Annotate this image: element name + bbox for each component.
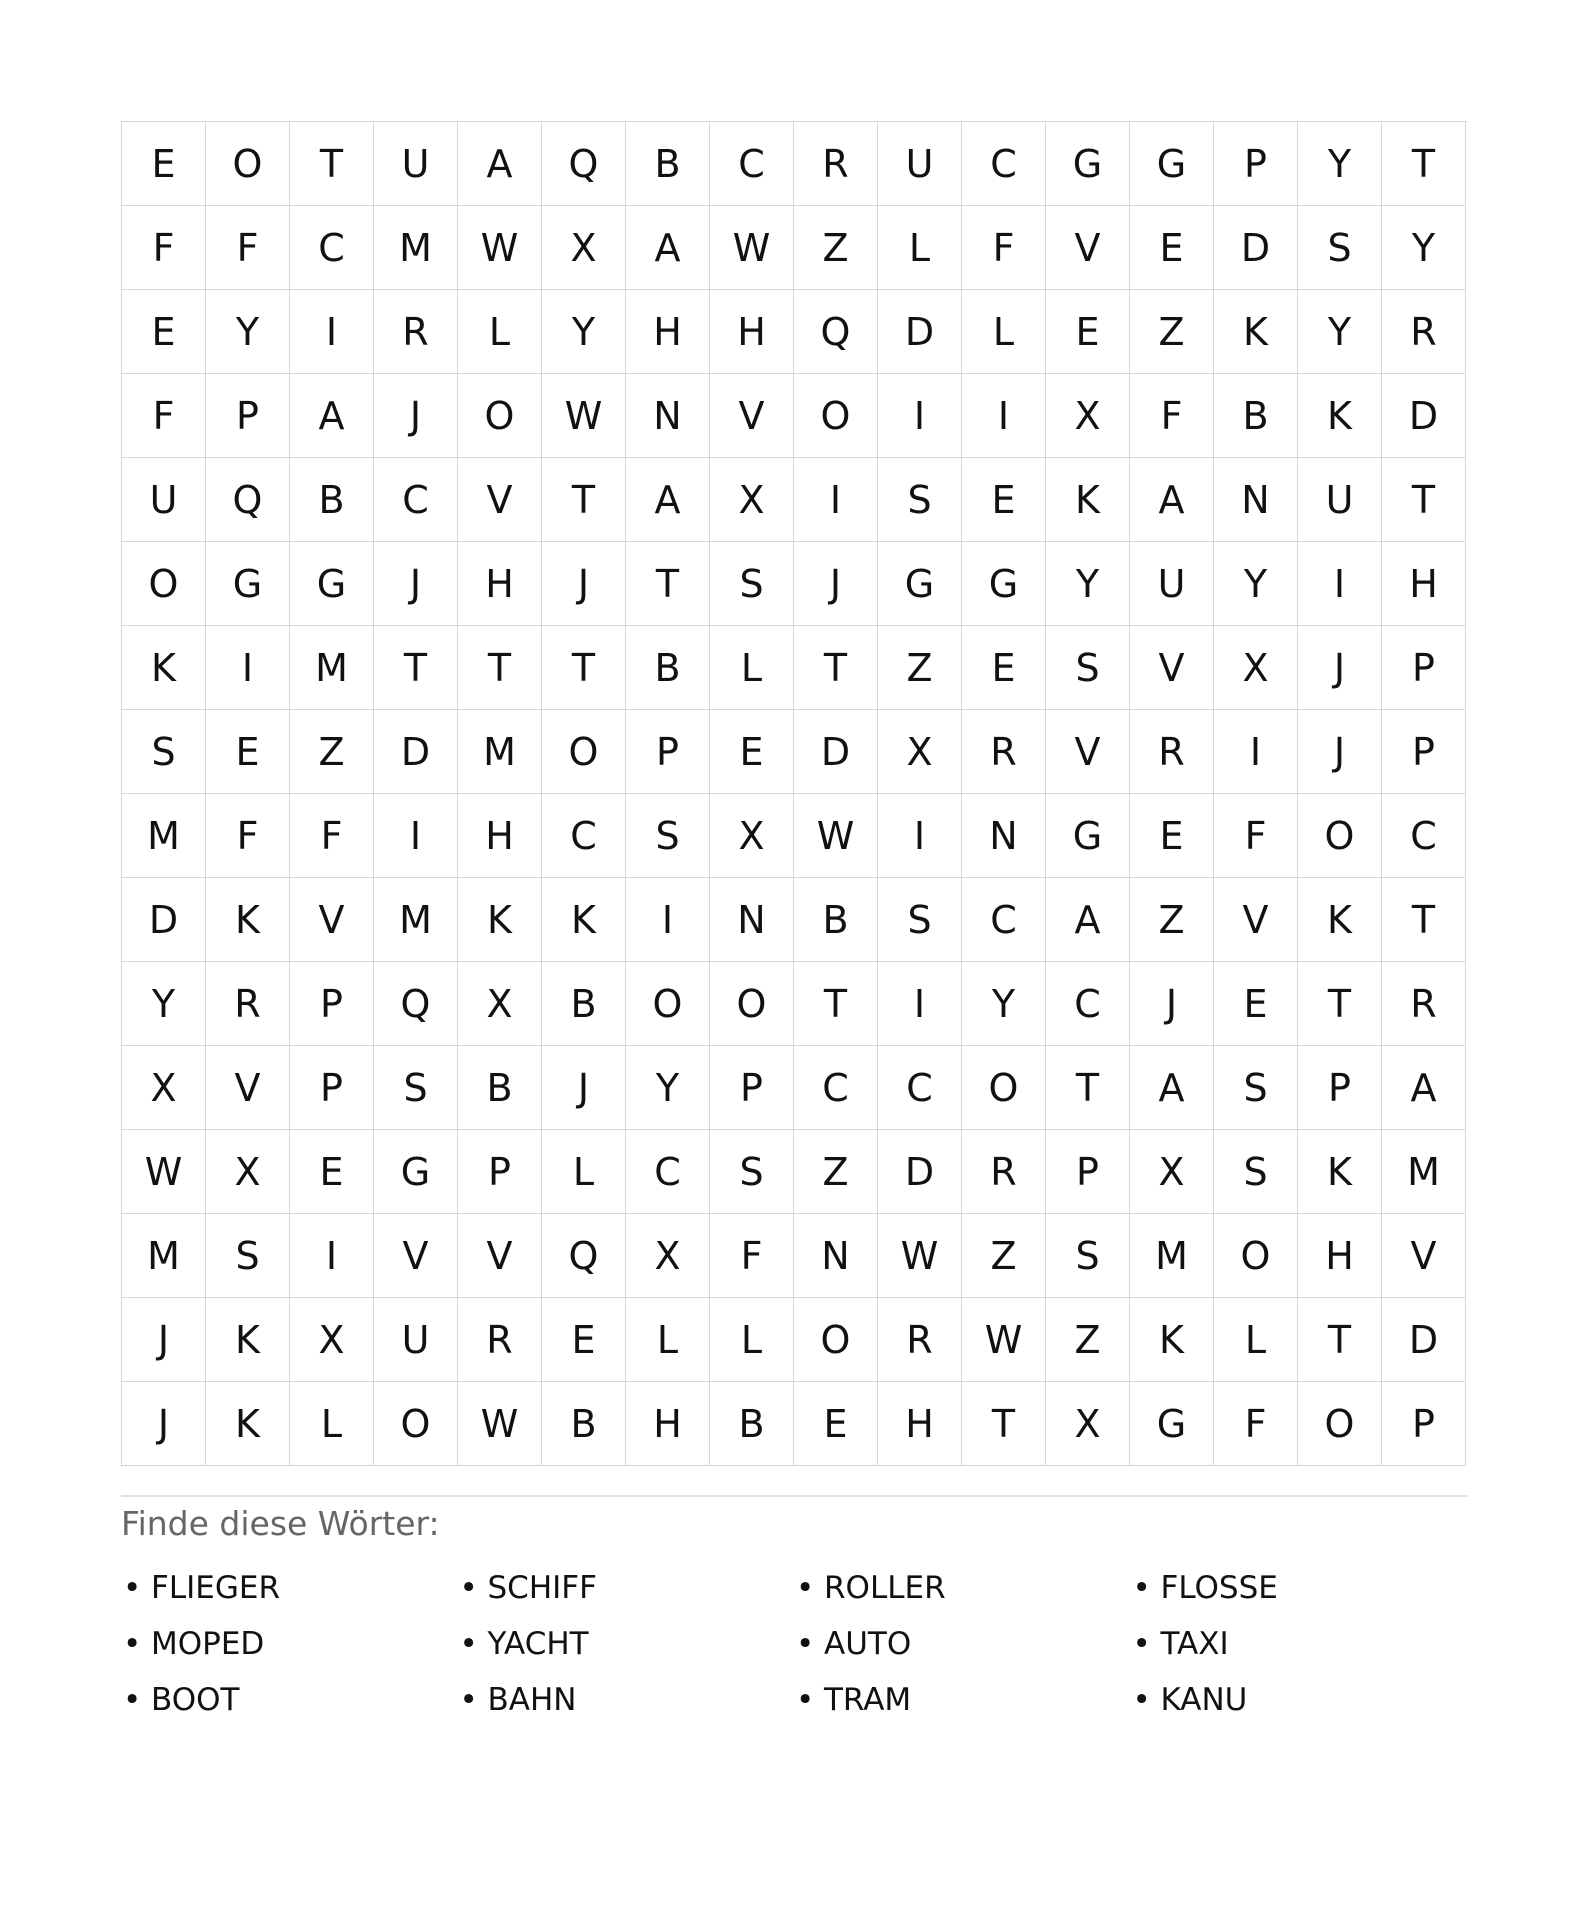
grid-cell[interactable]: S: [1214, 1046, 1298, 1130]
word-list-item: [121, 1672, 458, 1728]
word-list-item: [794, 1672, 1131, 1728]
grid-cell[interactable]: X: [122, 1046, 206, 1130]
grid-cell[interactable]: T: [1046, 1046, 1130, 1130]
grid-cell[interactable]: E: [206, 710, 290, 794]
grid-cell[interactable]: K: [206, 1298, 290, 1382]
grid-cell[interactable]: Z: [794, 206, 878, 290]
grid-cell[interactable]: H: [1382, 542, 1466, 626]
grid-cell[interactable]: Y: [1046, 542, 1130, 626]
grid-cell[interactable]: W: [710, 206, 794, 290]
grid-cell[interactable]: N: [962, 794, 1046, 878]
grid-cell[interactable]: Q: [206, 458, 290, 542]
grid-cell[interactable]: W: [878, 1214, 962, 1298]
grid-cell[interactable]: I: [962, 374, 1046, 458]
grid-cell[interactable]: H: [710, 290, 794, 374]
grid-cell[interactable]: V: [710, 374, 794, 458]
grid-cell[interactable]: U: [122, 458, 206, 542]
divider: [121, 1495, 1467, 1497]
grid-cell[interactable]: R: [878, 1298, 962, 1382]
grid-cell[interactable]: N: [626, 374, 710, 458]
grid-cell[interactable]: H: [458, 542, 542, 626]
grid-cell[interactable]: S: [1046, 1214, 1130, 1298]
grid-cell[interactable]: Q: [542, 1214, 626, 1298]
grid-cell[interactable]: Z: [794, 1130, 878, 1214]
grid-cell[interactable]: V: [458, 458, 542, 542]
grid-cell[interactable]: P: [1382, 710, 1466, 794]
grid-cell[interactable]: W: [458, 206, 542, 290]
grid-cell[interactable]: Z: [290, 710, 374, 794]
grid-cell[interactable]: R: [1382, 962, 1466, 1046]
grid-cell[interactable]: S: [206, 1214, 290, 1298]
grid-cell[interactable]: J: [374, 542, 458, 626]
grid-cell[interactable]: L: [626, 1298, 710, 1382]
grid-cell[interactable]: F: [122, 206, 206, 290]
grid-cell[interactable]: X: [710, 458, 794, 542]
grid-cell[interactable]: U: [374, 122, 458, 206]
grid-cell[interactable]: X: [878, 710, 962, 794]
grid-cell[interactable]: J: [1298, 626, 1382, 710]
grid-cell[interactable]: J: [542, 1046, 626, 1130]
bullet-icon: •: [123, 1626, 142, 1662]
grid-cell[interactable]: A: [1130, 458, 1214, 542]
grid-cell[interactable]: R: [374, 290, 458, 374]
grid-cell[interactable]: V: [290, 878, 374, 962]
grid-cell[interactable]: D: [1382, 1298, 1466, 1382]
grid-cell[interactable]: A: [1046, 878, 1130, 962]
grid-cell[interactable]: H: [626, 290, 710, 374]
grid-cell[interactable]: P: [626, 710, 710, 794]
grid-cell[interactable]: O: [458, 374, 542, 458]
grid-cell[interactable]: Z: [1130, 290, 1214, 374]
grid-cell[interactable]: I: [878, 794, 962, 878]
grid-cell[interactable]: D: [878, 290, 962, 374]
grid-cell[interactable]: I: [290, 290, 374, 374]
grid-cell[interactable]: Y: [1214, 542, 1298, 626]
word-list-item: [458, 1672, 795, 1728]
grid-cell[interactable]: S: [878, 878, 962, 962]
grid-cell[interactable]: J: [542, 542, 626, 626]
word-label: BOOT: [151, 1682, 240, 1718]
grid-cell[interactable]: S: [1214, 1130, 1298, 1214]
grid-cell[interactable]: Y: [1382, 206, 1466, 290]
grid-cell[interactable]: Y: [1298, 290, 1382, 374]
grid-cell[interactable]: E: [794, 1382, 878, 1466]
grid-cell[interactable]: W: [962, 1298, 1046, 1382]
grid-cell[interactable]: L: [710, 1298, 794, 1382]
grid-cell[interactable]: D: [794, 710, 878, 794]
grid-cell[interactable]: I: [1298, 542, 1382, 626]
grid-cell[interactable]: P: [1382, 626, 1466, 710]
word-label: KANU: [1160, 1682, 1248, 1718]
grid-cell[interactable]: O: [1298, 794, 1382, 878]
grid-cell[interactable]: D: [878, 1130, 962, 1214]
grid-cell[interactable]: G: [1130, 1382, 1214, 1466]
bullet-icon: •: [1132, 1682, 1151, 1718]
grid-cell[interactable]: W: [458, 1382, 542, 1466]
grid-cell[interactable]: V: [374, 1214, 458, 1298]
grid-cell[interactable]: G: [206, 542, 290, 626]
grid-cell[interactable]: I: [374, 794, 458, 878]
grid-cell[interactable]: Z: [1046, 1298, 1130, 1382]
grid-cell[interactable]: B: [458, 1046, 542, 1130]
bullet-icon: •: [459, 1682, 478, 1718]
word-label: SCHIFF: [487, 1570, 597, 1606]
grid-cell[interactable]: D: [1382, 374, 1466, 458]
word-label: YACHT: [487, 1626, 589, 1662]
grid-cell[interactable]: R: [962, 1130, 1046, 1214]
grid-cell[interactable]: M: [1382, 1130, 1466, 1214]
grid-cell[interactable]: H: [878, 1382, 962, 1466]
grid-cell[interactable]: S: [626, 794, 710, 878]
grid-cell[interactable]: F: [290, 794, 374, 878]
grid-cell[interactable]: Y: [122, 962, 206, 1046]
grid-cell[interactable]: L: [1214, 1298, 1298, 1382]
grid-cell[interactable]: L: [290, 1382, 374, 1466]
grid-cell[interactable]: G: [290, 542, 374, 626]
word-list: [121, 1560, 1467, 1728]
grid-cell[interactable]: B: [290, 458, 374, 542]
grid-cell[interactable]: P: [206, 374, 290, 458]
grid-cell[interactable]: E: [290, 1130, 374, 1214]
grid-cell[interactable]: M: [374, 878, 458, 962]
grid-cell[interactable]: O: [374, 1382, 458, 1466]
grid-cell[interactable]: X: [626, 1214, 710, 1298]
grid-cell[interactable]: R: [1130, 710, 1214, 794]
grid-cell[interactable]: N: [794, 1214, 878, 1298]
grid-cell[interactable]: K: [1046, 458, 1130, 542]
grid-cell[interactable]: U: [1130, 542, 1214, 626]
grid-cell[interactable]: C: [374, 458, 458, 542]
grid-cell[interactable]: T: [290, 122, 374, 206]
grid-cell[interactable]: V: [1130, 626, 1214, 710]
grid-cell[interactable]: A: [1130, 1046, 1214, 1130]
grid-cell[interactable]: S: [1046, 626, 1130, 710]
grid-cell[interactable]: I: [878, 374, 962, 458]
bullet-icon: •: [459, 1570, 478, 1606]
bullet-icon: •: [796, 1682, 815, 1718]
bullet-icon: •: [1132, 1626, 1151, 1662]
grid-cell[interactable]: D: [1214, 206, 1298, 290]
grid-cell[interactable]: K: [458, 878, 542, 962]
word-list-item: [794, 1560, 1131, 1616]
grid-cell[interactable]: O: [794, 374, 878, 458]
grid-cell[interactable]: X: [1046, 1382, 1130, 1466]
grid-cell[interactable]: I: [794, 458, 878, 542]
grid-cell[interactable]: X: [710, 794, 794, 878]
grid-cell[interactable]: Y: [626, 1046, 710, 1130]
grid-cell[interactable]: F: [1214, 1382, 1298, 1466]
grid-cell[interactable]: K: [1298, 878, 1382, 962]
grid-cell[interactable]: E: [1130, 206, 1214, 290]
grid-cell[interactable]: E: [122, 122, 206, 206]
grid-cell[interactable]: G: [962, 542, 1046, 626]
grid-cell[interactable]: K: [1298, 1130, 1382, 1214]
word-list-item: [121, 1616, 458, 1672]
grid-cell[interactable]: K: [122, 626, 206, 710]
grid-cell[interactable]: F: [710, 1214, 794, 1298]
grid-cell[interactable]: C: [710, 122, 794, 206]
grid-cell[interactable]: T: [542, 626, 626, 710]
grid-cell[interactable]: T: [542, 458, 626, 542]
grid-cell[interactable]: G: [374, 1130, 458, 1214]
grid-cell[interactable]: B: [710, 1382, 794, 1466]
grid-cell[interactable]: Z: [878, 626, 962, 710]
grid-cell[interactable]: S: [710, 542, 794, 626]
grid-cell[interactable]: W: [122, 1130, 206, 1214]
grid-cell[interactable]: X: [290, 1298, 374, 1382]
grid-cell[interactable]: K: [206, 1382, 290, 1466]
grid-cell[interactable]: E: [1214, 962, 1298, 1046]
grid-cell[interactable]: I: [206, 626, 290, 710]
grid-cell[interactable]: J: [374, 374, 458, 458]
grid-cell[interactable]: F: [206, 206, 290, 290]
word-label: FLOSSE: [1160, 1570, 1278, 1606]
grid-cell[interactable]: H: [458, 794, 542, 878]
grid-cell[interactable]: F: [206, 794, 290, 878]
grid-cell[interactable]: F: [962, 206, 1046, 290]
grid-cell[interactable]: M: [290, 626, 374, 710]
grid-cell[interactable]: D: [374, 710, 458, 794]
grid-cell[interactable]: Y: [206, 290, 290, 374]
grid-cell[interactable]: K: [1130, 1298, 1214, 1382]
grid-cell[interactable]: K: [1214, 290, 1298, 374]
grid-cell[interactable]: R: [458, 1298, 542, 1382]
grid-cell[interactable]: O: [122, 542, 206, 626]
bullet-icon: •: [1132, 1570, 1151, 1606]
word-label: FLIEGER: [151, 1570, 280, 1606]
grid-cell[interactable]: E: [122, 290, 206, 374]
grid-cell[interactable]: X: [1130, 1130, 1214, 1214]
grid-cell[interactable]: V: [1046, 206, 1130, 290]
grid-cell[interactable]: R: [962, 710, 1046, 794]
grid-cell[interactable]: B: [794, 878, 878, 962]
grid-cell[interactable]: W: [794, 794, 878, 878]
grid-cell[interactable]: R: [794, 122, 878, 206]
word-list-item: [458, 1616, 795, 1672]
grid-cell[interactable]: N: [1214, 458, 1298, 542]
word-list-item: [1131, 1616, 1468, 1672]
grid-cell[interactable]: E: [542, 1298, 626, 1382]
grid-cell[interactable]: L: [458, 290, 542, 374]
grid-cell[interactable]: K: [542, 878, 626, 962]
grid-cell[interactable]: M: [1130, 1214, 1214, 1298]
grid-cell[interactable]: B: [542, 962, 626, 1046]
grid-cell[interactable]: Y: [542, 290, 626, 374]
grid-cell[interactable]: I: [290, 1214, 374, 1298]
grid-cell[interactable]: J: [794, 542, 878, 626]
grid-cell[interactable]: T: [458, 626, 542, 710]
grid-cell[interactable]: E: [962, 626, 1046, 710]
grid-cell[interactable]: T: [1382, 878, 1466, 962]
grid-cell[interactable]: H: [626, 1382, 710, 1466]
grid-cell[interactable]: R: [1382, 290, 1466, 374]
grid-cell[interactable]: X: [1214, 626, 1298, 710]
word-list-item: [1131, 1672, 1468, 1728]
grid-cell[interactable]: P: [1298, 1046, 1382, 1130]
grid-cell[interactable]: S: [710, 1130, 794, 1214]
word-label: BAHN: [487, 1682, 577, 1718]
grid-cell[interactable]: X: [206, 1130, 290, 1214]
grid-cell[interactable]: B: [542, 1382, 626, 1466]
grid-cell[interactable]: F: [1130, 374, 1214, 458]
grid-cell[interactable]: V: [1214, 878, 1298, 962]
grid-cell[interactable]: A: [1382, 1046, 1466, 1130]
grid-cell[interactable]: J: [122, 1298, 206, 1382]
grid-cell[interactable]: T: [794, 962, 878, 1046]
word-list-heading: Finde diese Wörter:: [121, 1504, 440, 1543]
grid-cell[interactable]: O: [626, 962, 710, 1046]
letter-grid: [121, 121, 1467, 1467]
grid-cell[interactable]: C: [962, 122, 1046, 206]
bullet-icon: •: [796, 1626, 815, 1662]
grid-cell[interactable]: L: [710, 626, 794, 710]
grid-cell[interactable]: Y: [962, 962, 1046, 1046]
grid-cell[interactable]: J: [122, 1382, 206, 1466]
grid-cell[interactable]: T: [962, 1382, 1046, 1466]
grid-cell[interactable]: I: [878, 962, 962, 1046]
bullet-icon: •: [123, 1570, 142, 1606]
grid-cell[interactable]: C: [878, 1046, 962, 1130]
grid-cell[interactable]: J: [1298, 710, 1382, 794]
grid-cell[interactable]: S: [878, 458, 962, 542]
grid-cell[interactable]: K: [1298, 374, 1382, 458]
grid-cell[interactable]: Z: [1130, 878, 1214, 962]
grid-cell[interactable]: I: [626, 878, 710, 962]
grid-cell[interactable]: C: [290, 206, 374, 290]
grid-cell[interactable]: L: [962, 290, 1046, 374]
grid-cell[interactable]: H: [1298, 1214, 1382, 1298]
grid-cell[interactable]: E: [1046, 290, 1130, 374]
grid-cell[interactable]: X: [1046, 374, 1130, 458]
grid-cell[interactable]: U: [1298, 458, 1382, 542]
grid-cell[interactable]: V: [1382, 1214, 1466, 1298]
grid-cell[interactable]: G: [878, 542, 962, 626]
grid-cell[interactable]: E: [710, 710, 794, 794]
grid-cell[interactable]: E: [1130, 794, 1214, 878]
grid-cell[interactable]: C: [1046, 962, 1130, 1046]
grid-cell[interactable]: P: [290, 1046, 374, 1130]
grid-cell[interactable]: G: [1046, 122, 1130, 206]
word-label: MOPED: [151, 1626, 265, 1662]
grid-cell[interactable]: O: [206, 122, 290, 206]
grid-cell[interactable]: M: [458, 710, 542, 794]
grid-cell[interactable]: T: [1298, 1298, 1382, 1382]
grid-cell[interactable]: X: [458, 962, 542, 1046]
grid-cell[interactable]: U: [374, 1298, 458, 1382]
grid-cell[interactable]: K: [206, 878, 290, 962]
grid-cell[interactable]: V: [206, 1046, 290, 1130]
word-label: TAXI: [1160, 1626, 1229, 1662]
grid-cell[interactable]: M: [374, 206, 458, 290]
grid-cell[interactable]: M: [122, 1214, 206, 1298]
grid-cell[interactable]: Y: [1298, 122, 1382, 206]
grid-cell[interactable]: T: [794, 626, 878, 710]
grid-cell[interactable]: B: [626, 626, 710, 710]
bullet-icon: •: [123, 1682, 142, 1718]
grid-cell[interactable]: B: [1214, 374, 1298, 458]
grid-cell[interactable]: F: [122, 374, 206, 458]
grid-cell[interactable]: Q: [542, 122, 626, 206]
grid-cell[interactable]: O: [1214, 1214, 1298, 1298]
word-label: ROLLER: [824, 1570, 946, 1606]
grid-cell[interactable]: O: [1298, 1382, 1382, 1466]
grid-cell[interactable]: O: [542, 710, 626, 794]
grid-cell[interactable]: V: [458, 1214, 542, 1298]
word-list-item: [794, 1616, 1131, 1672]
bullet-icon: •: [796, 1570, 815, 1606]
grid-cell[interactable]: L: [542, 1130, 626, 1214]
grid-cell[interactable]: P: [290, 962, 374, 1046]
word-list-item: [121, 1560, 458, 1616]
grid-cell[interactable]: E: [962, 458, 1046, 542]
grid-cell[interactable]: O: [710, 962, 794, 1046]
grid-cell[interactable]: Z: [962, 1214, 1046, 1298]
grid-cell[interactable]: P: [1382, 1382, 1466, 1466]
grid-cell[interactable]: G: [1130, 122, 1214, 206]
grid-cell[interactable]: P: [1214, 122, 1298, 206]
grid-cell[interactable]: A: [626, 206, 710, 290]
grid-cell[interactable]: W: [542, 374, 626, 458]
grid-cell[interactable]: P: [710, 1046, 794, 1130]
grid-cell[interactable]: P: [1046, 1130, 1130, 1214]
grid-cell[interactable]: Q: [374, 962, 458, 1046]
word-list-item: [458, 1560, 795, 1616]
grid-cell[interactable]: V: [1046, 710, 1130, 794]
grid-cell[interactable]: C: [542, 794, 626, 878]
grid-cell[interactable]: T: [374, 626, 458, 710]
bullet-icon: •: [459, 1626, 478, 1662]
grid-cell[interactable]: C: [794, 1046, 878, 1130]
grid-cell[interactable]: B: [626, 122, 710, 206]
grid-cell[interactable]: A: [458, 122, 542, 206]
grid-cell[interactable]: C: [962, 878, 1046, 962]
word-label: TRAM: [824, 1682, 912, 1718]
grid-cell[interactable]: D: [122, 878, 206, 962]
grid-cell[interactable]: G: [1046, 794, 1130, 878]
grid-cell[interactable]: O: [962, 1046, 1046, 1130]
grid-cell[interactable]: T: [1298, 962, 1382, 1046]
grid-cell[interactable]: L: [878, 206, 962, 290]
grid-cell[interactable]: P: [458, 1130, 542, 1214]
grid-cell[interactable]: O: [794, 1298, 878, 1382]
word-list-item: [1131, 1560, 1468, 1616]
grid-cell[interactable]: C: [626, 1130, 710, 1214]
grid-cell[interactable]: T: [626, 542, 710, 626]
grid-cell[interactable]: S: [1298, 206, 1382, 290]
grid-cell[interactable]: S: [374, 1046, 458, 1130]
grid-cell[interactable]: A: [290, 374, 374, 458]
grid-cell[interactable]: S: [122, 710, 206, 794]
grid-cell[interactable]: I: [1214, 710, 1298, 794]
grid-cell[interactable]: T: [1382, 458, 1466, 542]
grid-cell[interactable]: X: [542, 206, 626, 290]
grid-cell[interactable]: M: [122, 794, 206, 878]
grid-cell[interactable]: F: [1214, 794, 1298, 878]
grid-cell[interactable]: A: [626, 458, 710, 542]
word-label: AUTO: [824, 1626, 912, 1662]
grid-cell[interactable]: R: [206, 962, 290, 1046]
grid-cell[interactable]: N: [710, 878, 794, 962]
grid-cell[interactable]: C: [1382, 794, 1466, 878]
grid-cell[interactable]: Q: [794, 290, 878, 374]
grid-cell[interactable]: U: [878, 122, 962, 206]
grid-cell[interactable]: J: [1130, 962, 1214, 1046]
grid-cell[interactable]: T: [1382, 122, 1466, 206]
